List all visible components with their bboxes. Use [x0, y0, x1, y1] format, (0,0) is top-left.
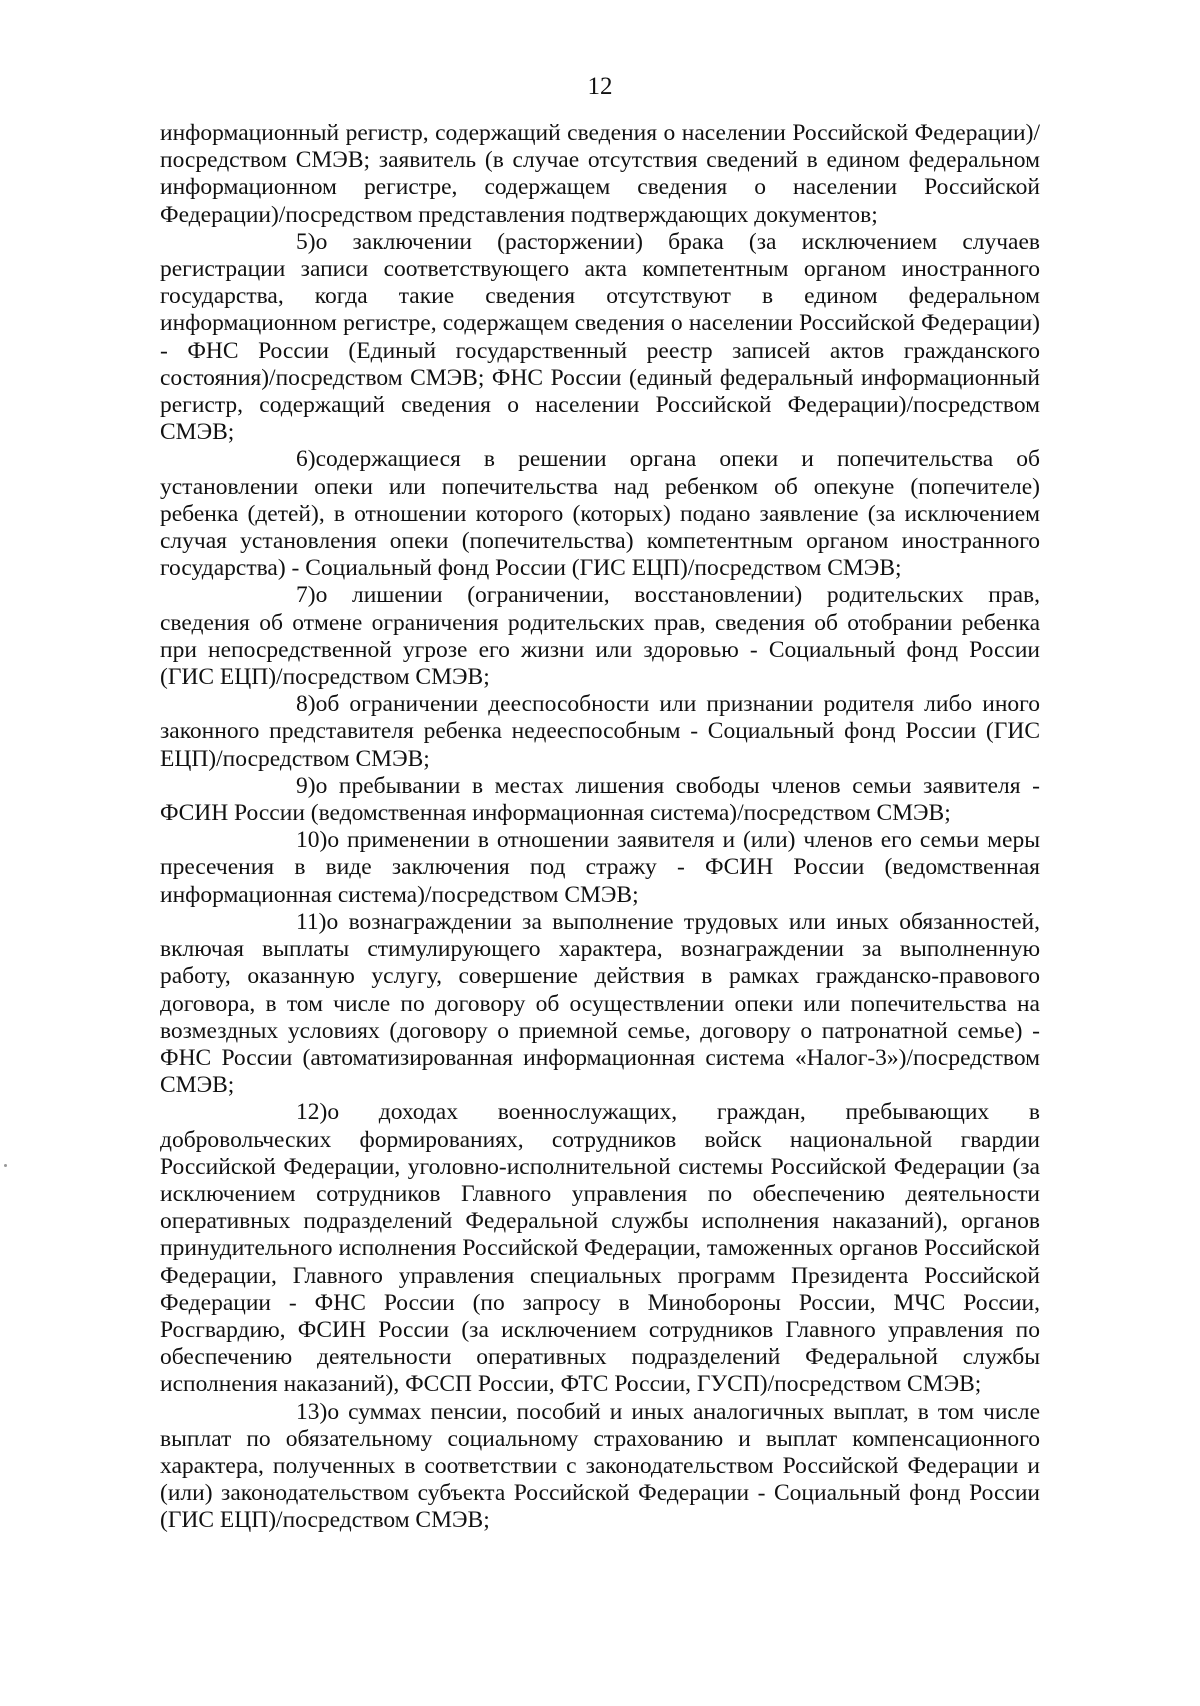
page-number: 12: [587, 73, 613, 100]
list-item-8: [160, 691, 1040, 773]
list-item-13: [160, 1399, 1040, 1535]
list-item-10: [160, 827, 1040, 909]
scan-speck: [4, 1164, 7, 1167]
list-item-6: [160, 446, 1040, 582]
list-item-12: [160, 1099, 1040, 1398]
list-item-11: [160, 909, 1040, 1099]
item-number: 5): [296, 228, 316, 255]
item-text: о суммах пенсии, пособий и иных аналогичных выплат, в том числе выплат по обязательному социальному страхованию и выплат компенсационного характера, полученных в соответствии с законодательством Российской Федерации и (или) законодательством субъекта Российской Федерации - Социальный фонд России (ГИС ЕЦП)/посредством СМЭВ;: [160, 1398, 1040, 1534]
item-text: о применении в отношении заявителя и (или) членов его семьи меры пресечения в виде заключения под стражу - ФСИН России (ведомственная информационная система)/посредством СМЭВ;: [160, 827, 1040, 908]
intro-paragraph: информационный регистр, содержащий сведения о населении Российской Федерации)/посредством СМЭВ; заявитель (в случае отсутствия сведений в едином федеральном информационном регистре, содержащем сведения о населении Российской Федерации)/посредством представления подтверждающих документов;: [160, 120, 1040, 228]
list-item-9: [160, 773, 1040, 827]
item-text: об ограничении дееспособности или признании родителя либо иного законного представителя ребенка недееспособным - Социальный фонд России (ГИС ЕЦП)/посредством СМЭВ;: [160, 691, 1040, 772]
item-text: о вознаграждении за выполнение трудовых или иных обязанностей, включая выплаты стимулирующего характера, вознаграждении за выполненную работу, оказанную услугу, совершение действия в рамках гражданско-правового договора, в том числе по договору об осуществлении опеки или попечительства на возмездных условиях (договору о приемной семье, договору о патронатной семье) - ФНС России (автоматизированная информационная система «Налог-3»)/посредством СМЭВ;: [160, 908, 1040, 1099]
item-text: о лишении (ограничении, восстановлении) родительских прав, сведения об отмене ограничения родительских прав, сведения об отобрании ребенка при непосредственной угрозе его жизни или здоровью - Социальный фонд России (ГИС ЕЦП)/посредством СМЭВ;: [160, 582, 1040, 691]
item-number: 6): [296, 446, 316, 473]
item-text: о доходах военнослужащих, граждан, пребывающих в добровольческих формированиях, сотрудников войск национальной гвардии Российской Федерации, уголовно-исполнительной системы Российской Федерации (за исключением сотрудников Главного управления по обеспечению деятельности оперативных подразделений Федеральной службы исполнения наказаний), органов принудительного исполнения Российской Федерации, таможенных органов Российской Федерации, Главного управления специальных программ Президента Российской Федерации - ФНС России (по запросу в Минобороны России, МЧС России, Росгвардию, ФСИН России (за исключением сотрудников Главного управления по обеспечению деятельности оперативных подразделений Федеральной службы исполнения наказаний), ФССП России, ФТС России, ГУСП)/посредством СМЭВ;: [160, 1099, 1040, 1398]
item-number: 8): [296, 691, 316, 718]
item-number: 12): [296, 1099, 328, 1126]
item-text: о заключении (расторжении) брака (за исключением случаев регистрации записи соответствующего акта компетентным органом иностранного государства, когда такие сведения отсутствуют в едином федеральном информационном регистре, содержащем сведения о населении Российской Федерации) - ФНС России (Единый государственный реестр записей актов гражданского состояния)/посредством СМЭВ; ФНС России (единый федеральный информационный регистр, содержащий сведения о населении Российской Федерации)/посредством СМЭВ;: [160, 228, 1040, 446]
document-body: [160, 120, 1040, 1535]
item-text: о пребывании в местах лишения свободы членов семьи заявителя - ФСИН России (ведомственная информационная система)/посредством СМЭВ;: [160, 772, 1040, 827]
item-number: 13): [296, 1398, 328, 1425]
item-text: содержащиеся в решении органа опеки и попечительства об установлении опеки или попечительства над ребенком об опекуне (попечителе) ребенка (детей), в отношении которого (которых) подано заявление (за исключением случая установления опеки (попечительства) компетентным органом иностранного государства) - Социальный фонд России (ГИС ЕЦП)/посредством СМЭВ;: [160, 446, 1040, 582]
item-number: 7): [296, 582, 316, 609]
item-number: 9): [296, 772, 316, 799]
item-number: 11): [296, 908, 327, 935]
item-number: 10): [296, 827, 328, 854]
list-item-5: [160, 229, 1040, 447]
list-item-7: [160, 582, 1040, 691]
